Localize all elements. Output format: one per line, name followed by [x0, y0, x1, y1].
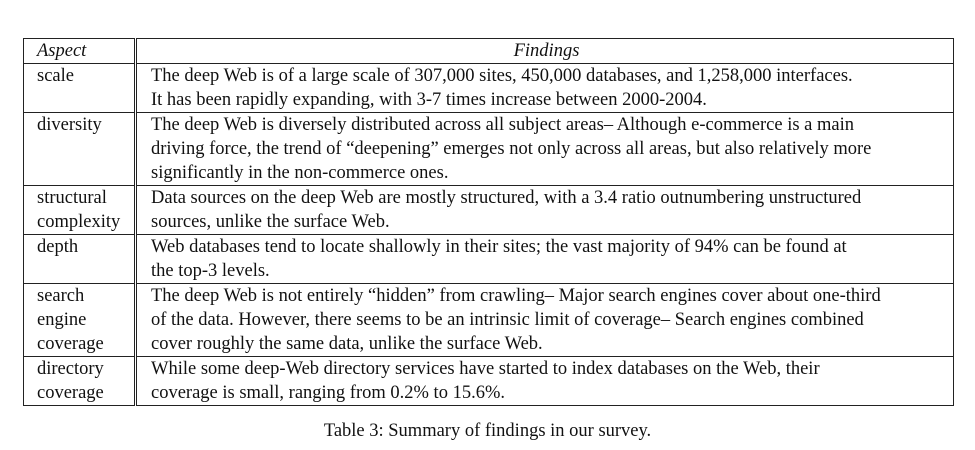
- aspect-line: diversity: [37, 115, 102, 135]
- aspect-cell: [24, 284, 136, 357]
- table-row: [24, 113, 954, 186]
- findings-line: Web databases tend to locate shallowly in their sites; the vast majority of 94% can be found at: [151, 237, 847, 257]
- aspect-line: depth: [37, 237, 79, 257]
- findings-line: cover roughly the same data, unlike the surface Web.: [151, 334, 543, 354]
- aspect-line: search: [37, 286, 85, 306]
- findings-line: coverage is small, ranging from 0.2% to 15.6%.: [151, 383, 505, 403]
- table-row: [24, 357, 954, 406]
- table-caption: Table 3: Summary of findings in our survey.: [323, 421, 652, 441]
- findings-cell: [136, 64, 954, 113]
- findings-line: of the data. However, there seems to be an intrinsic limit of coverage– Search engines combined: [151, 310, 864, 330]
- findings-line: significantly in the non-commerce ones.: [151, 163, 449, 183]
- findings-line: Data sources on the deep Web are mostly structured, with a 3.4 ratio outnumbering unstructured: [151, 188, 862, 208]
- findings-line: The deep Web is diversely distributed across all subject areas– Although e-commerce is a main: [151, 115, 855, 135]
- findings-line: The deep Web is of a large scale of 307,000 sites, 450,000 databases, and 1,258,000 interfaces.: [151, 66, 853, 86]
- findings-cell: [136, 186, 954, 235]
- aspect-line: scale: [37, 66, 74, 86]
- findings-line: the top-3 levels.: [151, 261, 270, 281]
- table-row: [24, 64, 954, 113]
- aspect-line: directory: [37, 359, 104, 379]
- aspect-line: coverage: [37, 383, 104, 403]
- findings-line: While some deep-Web directory services have started to index databases on the Web, their: [151, 359, 820, 379]
- table-row: [24, 186, 954, 235]
- aspect-cell: [24, 186, 136, 235]
- findings-line: sources, unlike the surface Web.: [151, 212, 390, 232]
- header-row: [24, 39, 954, 64]
- findings-cell: [136, 284, 954, 357]
- findings-table: [23, 38, 954, 406]
- aspect-line: coverage: [37, 334, 104, 354]
- table-row: [24, 284, 954, 357]
- findings-cell: [136, 113, 954, 186]
- aspect-line: complexity: [37, 212, 121, 232]
- findings-cell: [136, 235, 954, 284]
- table-row: [24, 235, 954, 284]
- findings-column-header: Findings: [136, 39, 954, 64]
- aspect-line: structural: [37, 188, 107, 208]
- aspect-column-header: Aspect: [24, 39, 136, 64]
- findings-cell: [136, 357, 954, 406]
- aspect-cell: [24, 235, 136, 284]
- findings-line: The deep Web is not entirely “hidden” from crawling– Major search engines cover about one-third: [151, 286, 881, 306]
- aspect-line: engine: [37, 310, 87, 330]
- findings-line: It has been rapidly expanding, with 3-7 times increase between 2000-2004.: [151, 90, 707, 110]
- aspect-cell: [24, 64, 136, 113]
- findings-line: driving force, the trend of “deepening” emerges not only across all areas, but also relatively more: [151, 139, 872, 159]
- aspect-cell: [24, 113, 136, 186]
- aspect-cell: [24, 357, 136, 406]
